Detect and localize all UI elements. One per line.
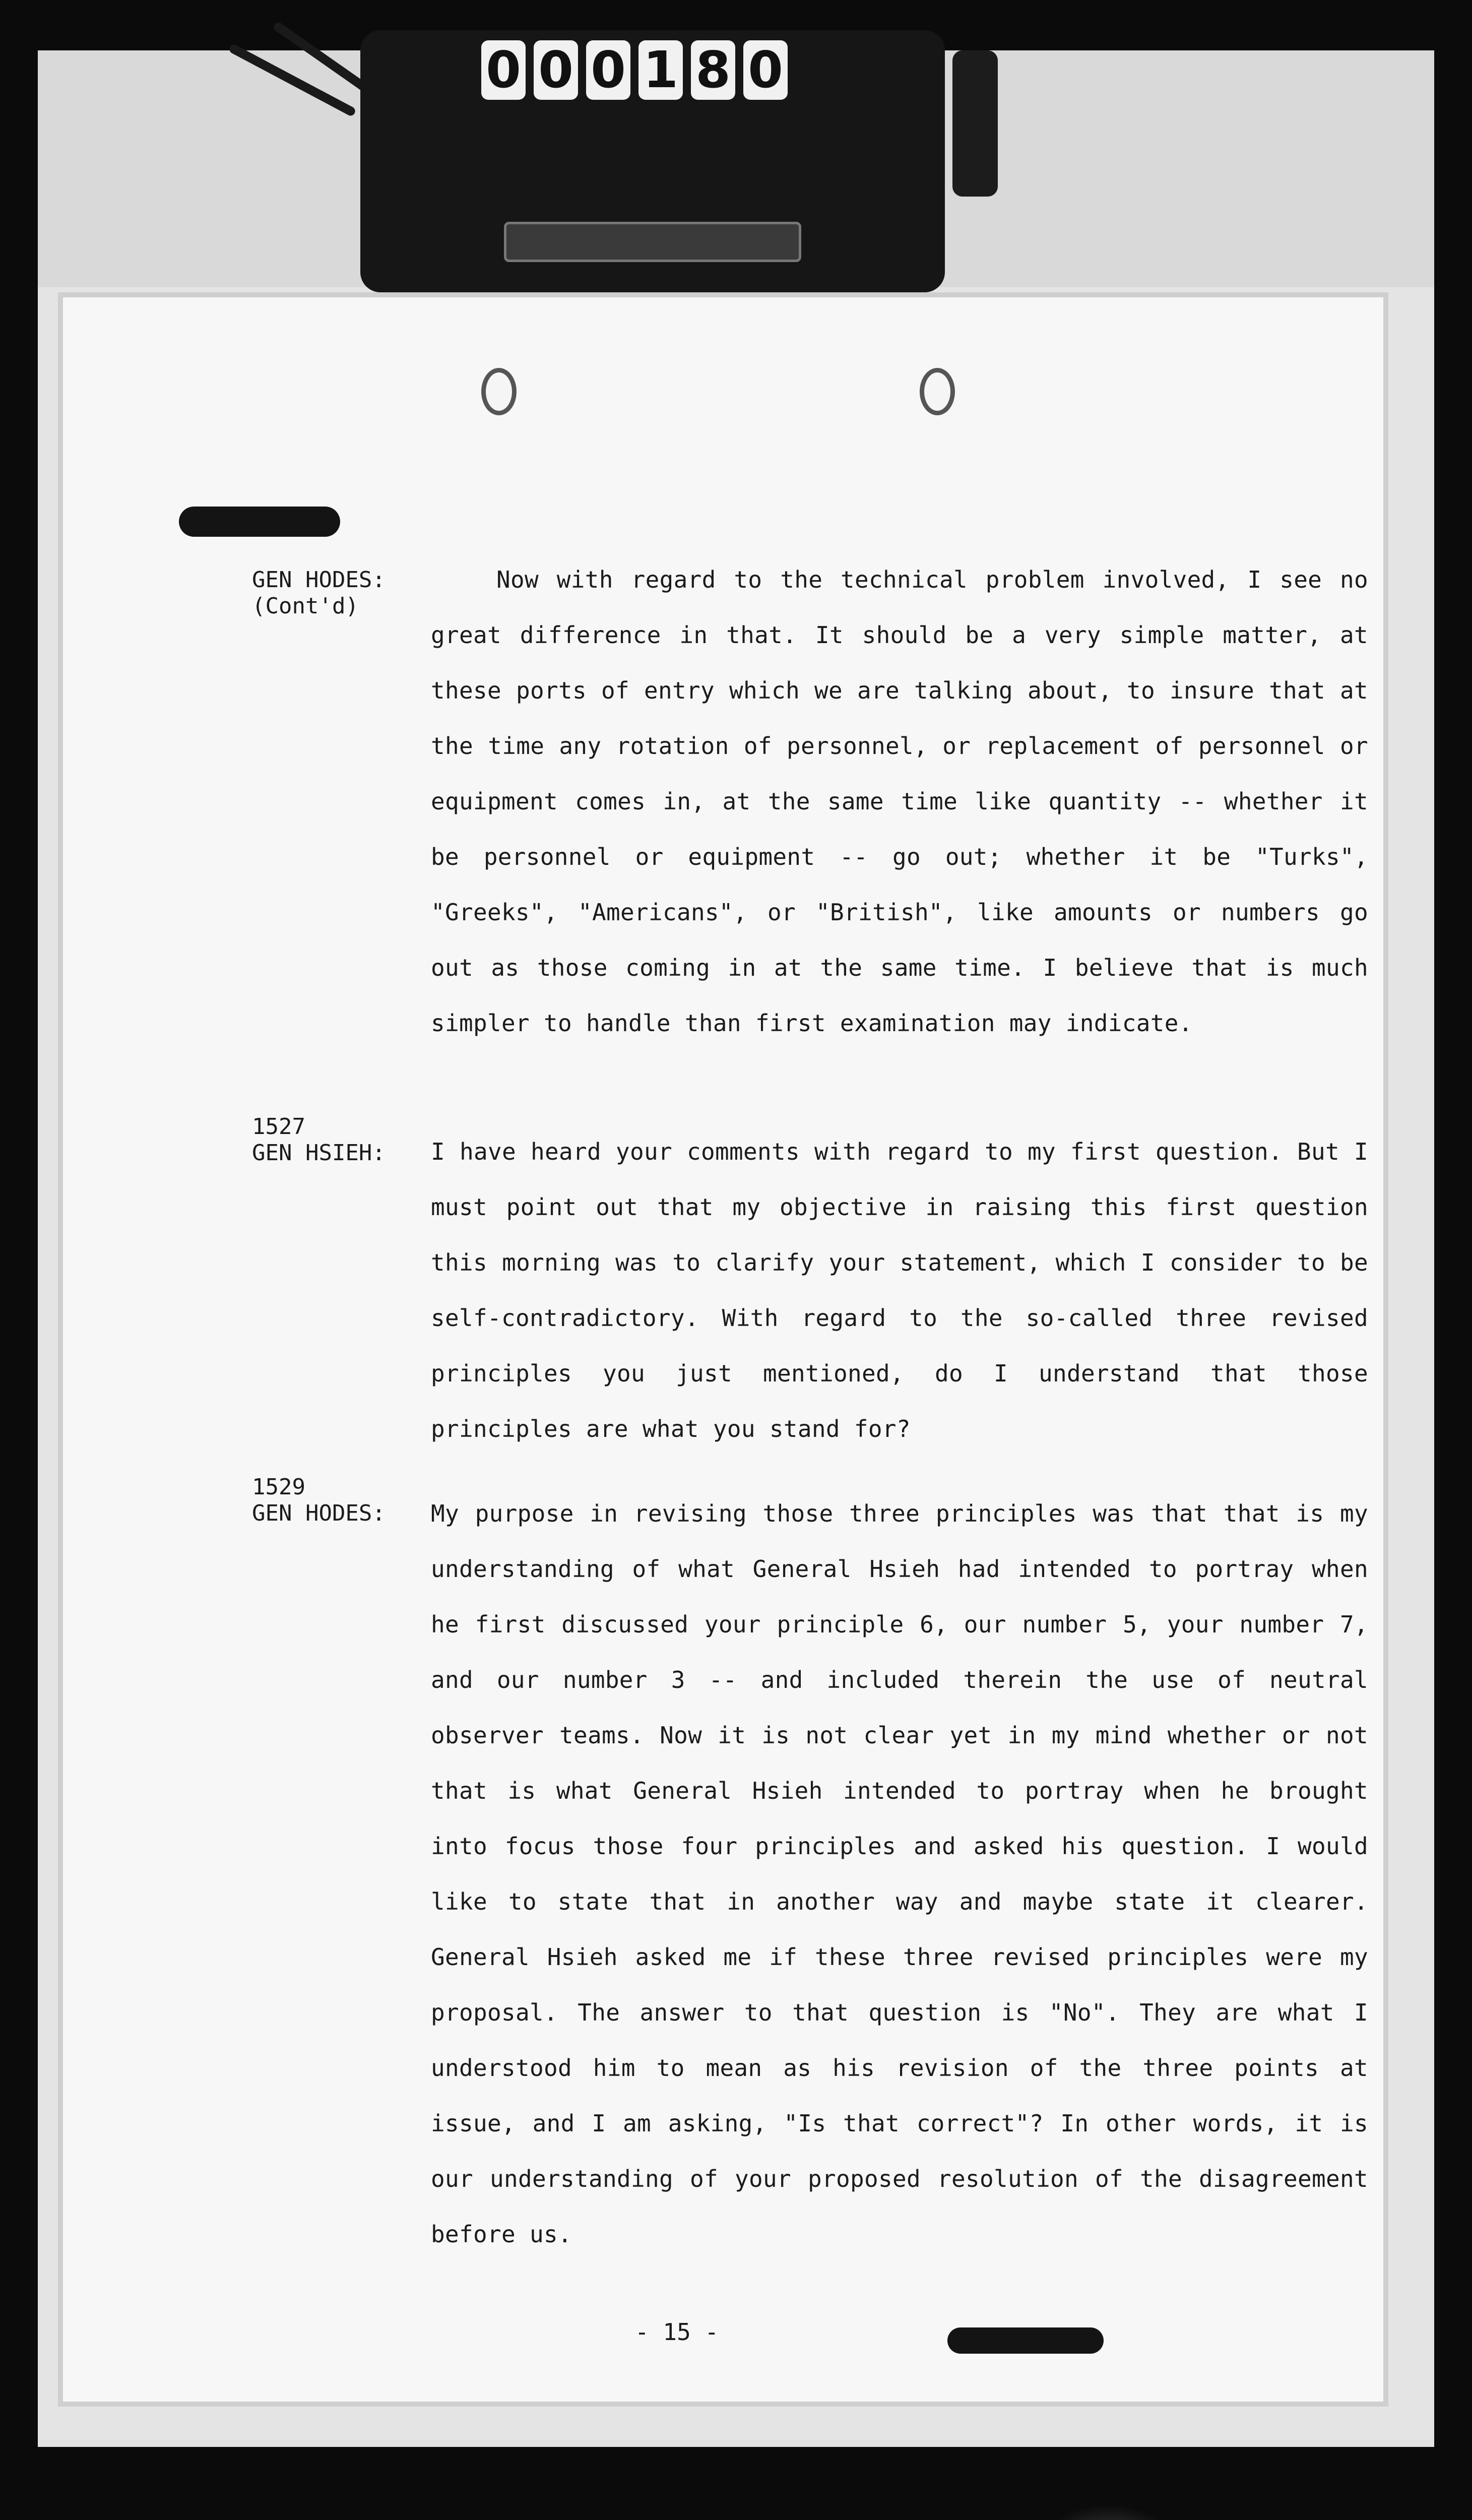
counter-digit: 0 xyxy=(534,40,578,100)
punch-hole-left xyxy=(481,368,517,415)
counter-digit: 1 xyxy=(638,40,683,100)
punch-hole-right xyxy=(920,368,955,415)
speaker-label: GEN HODES: xyxy=(252,1500,386,1526)
speaker-label: GEN HSIEH: xyxy=(252,1140,386,1166)
paragraph: My purpose in revising those three principles was that that is my understanding of what General Hsieh had intended to portray when he first discussed your principle 6, our number 5, your number 7, and our number 3 -- and included therein the use of neutral observer teams. Now it is not clear yet in my mind whether or not that is what General Hsieh intended to portray when he brought into focus those four principles and asked his question. I would like to state that in another way and maybe state it clearer. General Hsieh asked me if these three revised principles were my proposal. The answer to that question is "No". They are what I understood him to mean as his revision of the three points at issue, and I am asking, "Is that correct"? In other words, it is our understanding of your proposed resolution of the disagreement before us. xyxy=(431,1500,1368,2248)
paragraph: Now with regard to the technical problem involved, I see no great difference in that. It should be a very simple matter, at these ports of entry which we are talking about, to insure that at the time any rotation of personnel, or replacement of personnel or equipment comes in, at the same time like quantity -- whether it be personnel or equipment -- go out; whether it be "Turks", "Greeks", "Americans", or "British", like amounts or numbers go out as those coming in at the same time. I believe that is much simpler to handle than first examination may indicate. xyxy=(431,566,1368,1037)
paragraph: I have heard your comments with regard to my first question. But I must point out that my objective in raising this first question this morning was to clarify your statement, which I consider to be self-contradictory. With regard to the so-called three revised principles you just mentioned, do I understand that those principles are what you stand for? xyxy=(431,1138,1368,1442)
speech-code: 1527 xyxy=(252,1114,305,1140)
counter-plate xyxy=(504,222,801,262)
counter-digit: 0 xyxy=(586,40,630,100)
redaction-mark-top xyxy=(179,507,340,537)
document-page xyxy=(63,297,1383,2402)
redaction-mark-bottom xyxy=(947,2327,1104,2354)
ink-smudge xyxy=(1051,2505,1167,2520)
counter-digit: 8 xyxy=(691,40,735,100)
page-number: - 15 - xyxy=(635,2318,719,2346)
counter-knob xyxy=(952,50,998,197)
frame-counter-digits xyxy=(481,40,788,100)
speech-code: 1529 xyxy=(252,1474,305,1500)
counter-digit: 0 xyxy=(743,40,788,100)
counter-digit: 0 xyxy=(481,40,526,100)
frame-counter-device xyxy=(360,30,945,292)
speaker-label: GEN HODES: (Cont'd) xyxy=(252,567,386,619)
